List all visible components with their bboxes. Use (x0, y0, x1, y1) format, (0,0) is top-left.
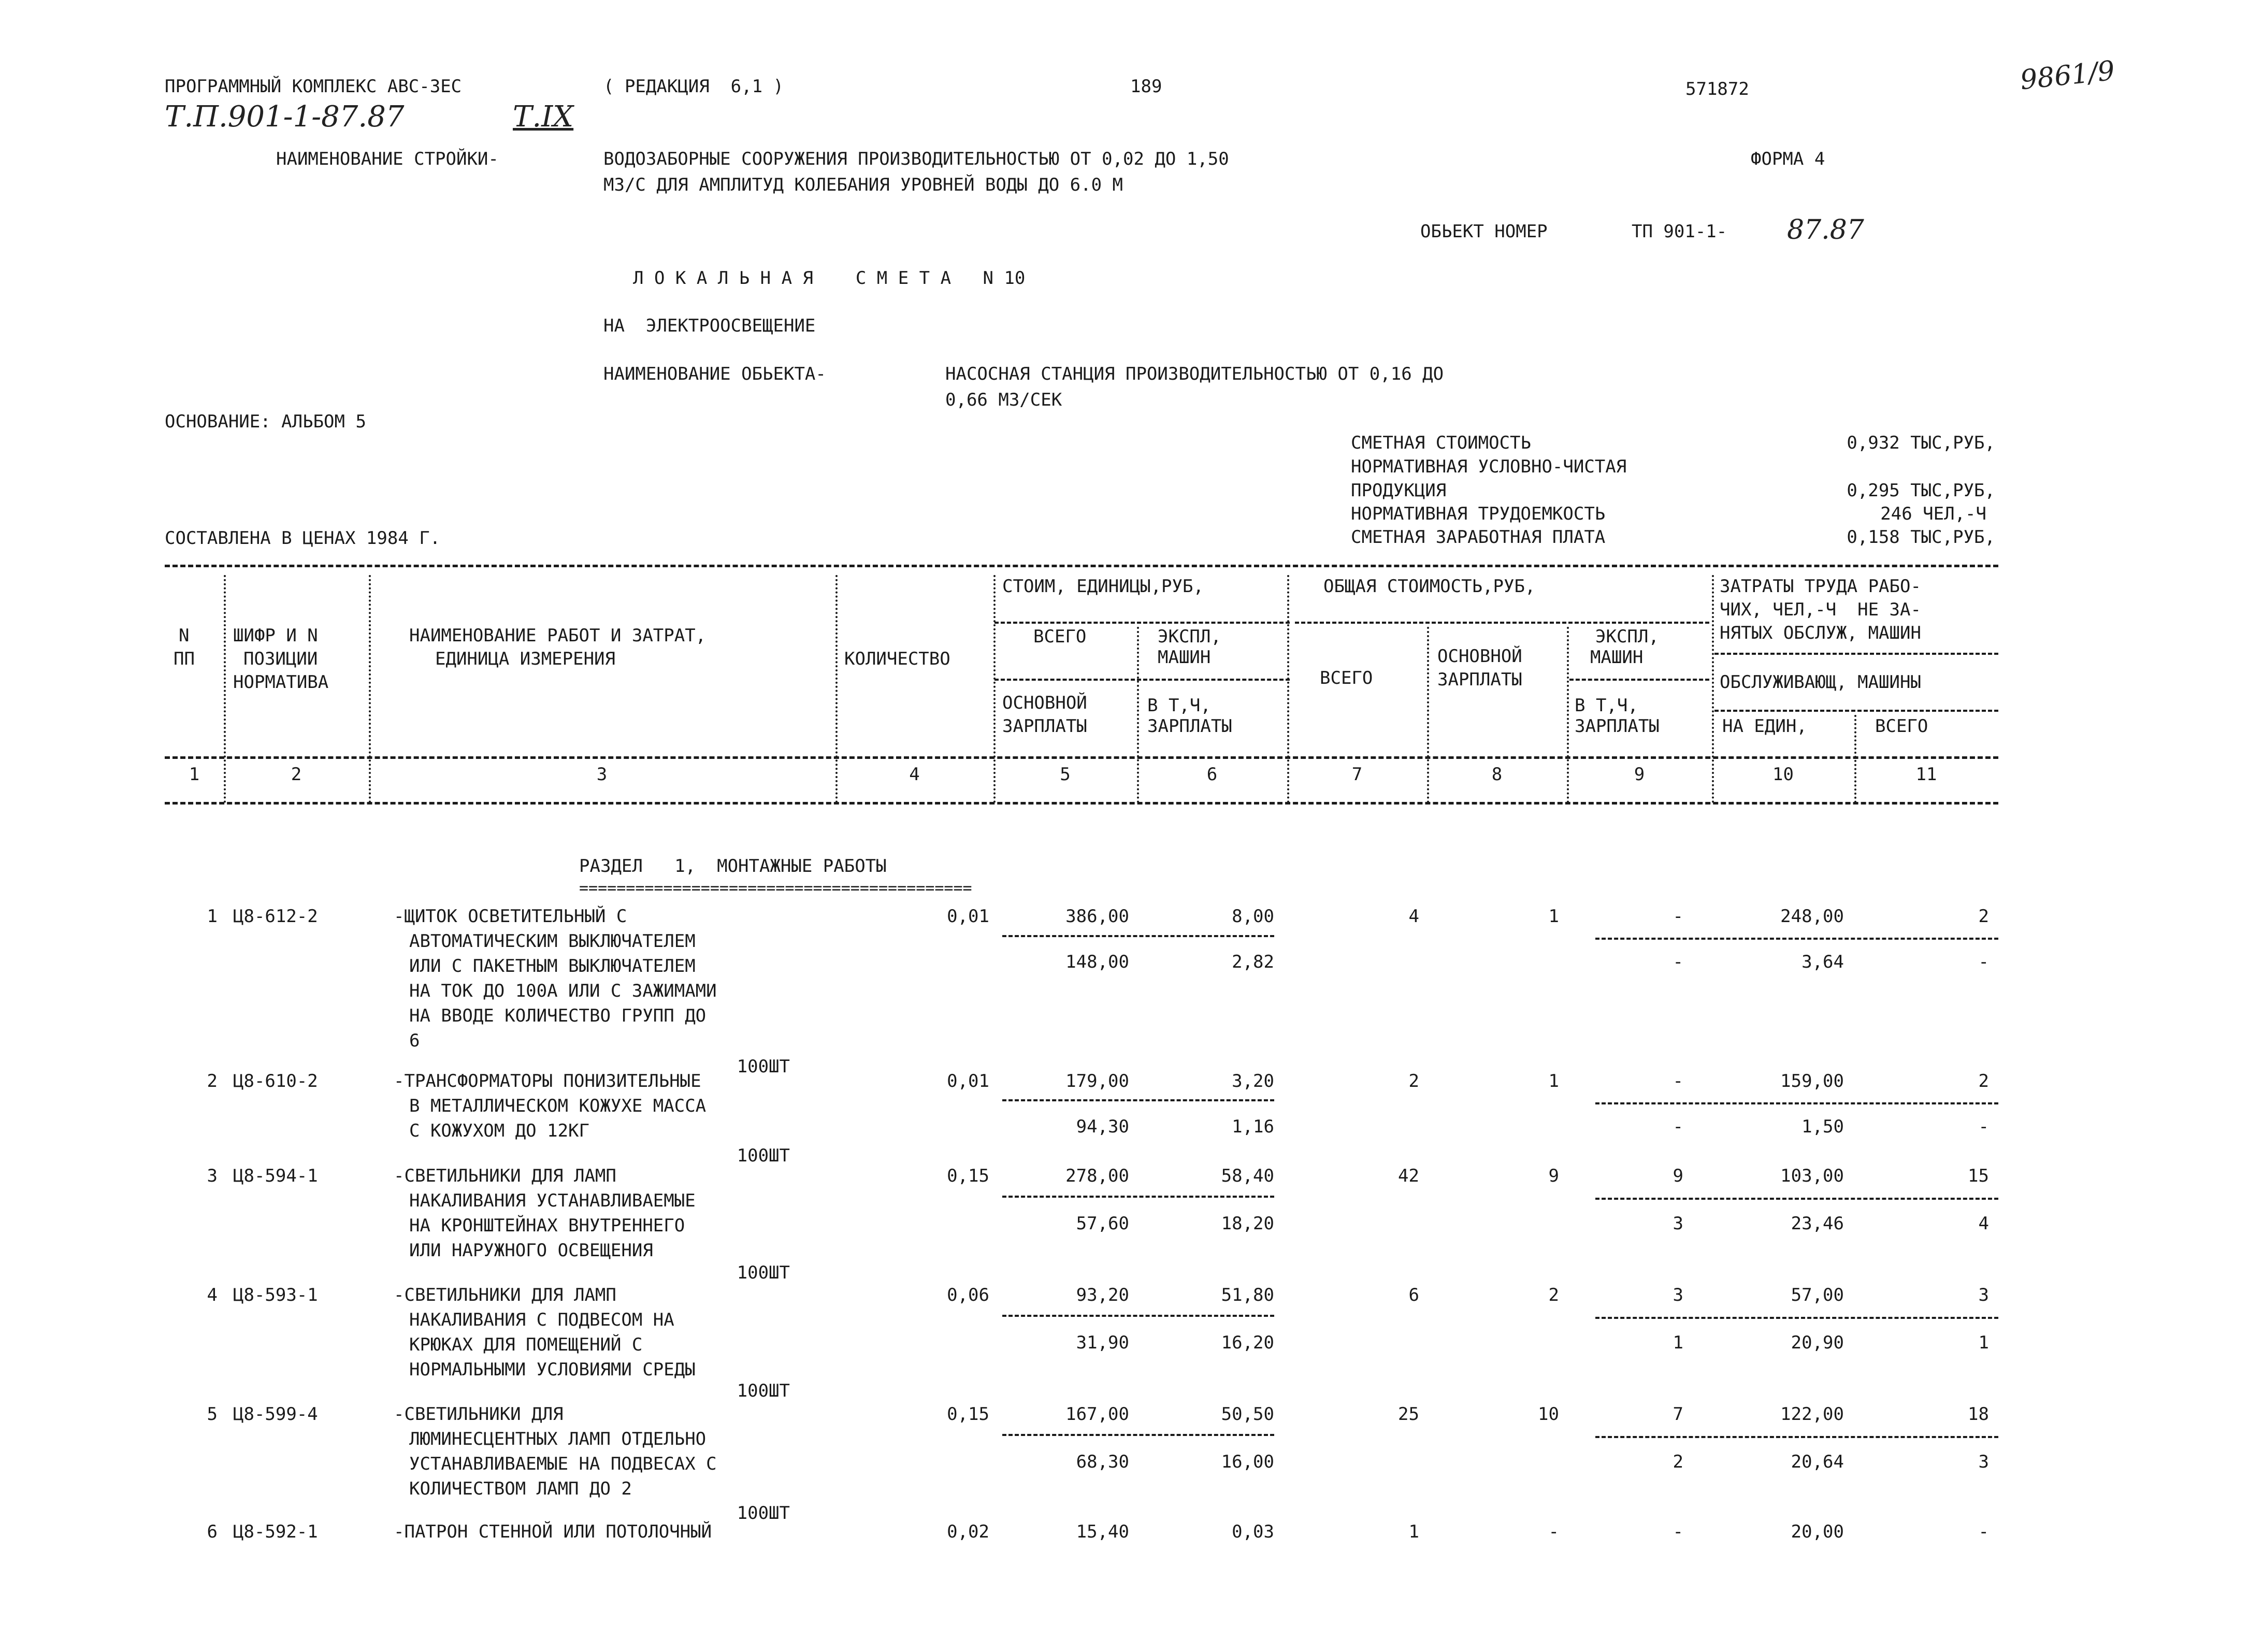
row-labor-unit: 57,00 (1791, 1285, 1844, 1305)
row-labor-unit: 248,00 (1780, 906, 1844, 927)
row-unit: 100ШТ (737, 1056, 790, 1077)
row-code: Ц8-610-2 (233, 1071, 318, 1091)
row-description: КОЛИЧЕСТВОМ ЛАМП ДО 2 (409, 1478, 632, 1499)
estimate-subject: НА ЭЛЕКТРООСВЕЩЕНИЕ (603, 315, 816, 336)
corner-handwritten-mark: 9861/9 (2019, 55, 2116, 96)
row-machine-unit: 23,46 (1791, 1213, 1844, 1234)
row-unit-incl: 16,20 (1221, 1332, 1274, 1353)
row-machine-total: 3 (1978, 1452, 1989, 1472)
row-code: Ц8-592-1 (233, 1521, 318, 1542)
column-number: 4 (909, 764, 920, 785)
header-subrule (1569, 679, 1709, 681)
row-total: 6 (1408, 1285, 1419, 1305)
program-name: ПРОГРАММНЫЙ КОМПЛЕКС АВС-3ЕС (165, 76, 462, 97)
row-description: ЛЮМИНЕСЦЕНТНЫХ ЛАМП ОТДЕЛЬНО (409, 1429, 707, 1449)
row-total: 42 (1398, 1166, 1419, 1186)
row-code: Ц8-594-1 (233, 1166, 318, 1186)
row-description: ИЛИ С ПАКЕТНЫМ ВЫКЛЮЧАТЕЛЕМ (409, 956, 696, 976)
header-subrule (1714, 653, 1998, 655)
row-split (1002, 1196, 1274, 1198)
header-sum: ВСЕГО (1875, 716, 1928, 737)
row-labor-total: 2 (1978, 906, 1989, 927)
header-expl: МАШИН (1158, 647, 1211, 668)
header-basic-wage: ОСНОВНОЙ (1437, 646, 1522, 667)
row-basic: - (1548, 1521, 1559, 1542)
row-number: 2 (207, 1071, 218, 1091)
row-number: 3 (207, 1166, 218, 1186)
row-basic: 2 (1548, 1285, 1559, 1305)
header-labor: ЗАТРАТЫ ТРУДА РАБО- (1720, 576, 1921, 597)
row-unit-expl: 58,40 (1221, 1166, 1274, 1186)
row-labor-unit: 103,00 (1780, 1166, 1844, 1186)
header-code: ПОЗИЦИИ (243, 649, 318, 669)
row-incl: 1 (1673, 1332, 1683, 1353)
row-incl: 3 (1673, 1213, 1683, 1234)
row-unit-total: 278,00 (1065, 1166, 1129, 1186)
row-expl: - (1673, 906, 1683, 927)
header-total-cost: ОБЩАЯ СТОИМОСТЬ,РУБ, (1323, 576, 1536, 597)
row-unit-incl: 18,20 (1221, 1213, 1274, 1234)
program-edition: ( РЕДАКЦИЯ 6,1 ) (603, 76, 784, 97)
row-expl: 9 (1673, 1166, 1683, 1186)
summary-value: 246 ЧЕЛ,-Ч (1880, 504, 1986, 524)
header-subrule (1714, 710, 1998, 712)
row-unit-total: 179,00 (1065, 1071, 1129, 1091)
page-number: 189 (1130, 76, 1162, 97)
row-description: УСТАНАВЛИВАЕМЫЕ НА ПОДВЕСАХ С (409, 1454, 717, 1474)
column-number: 7 (1351, 764, 1363, 785)
column-number: 8 (1491, 764, 1503, 785)
row-description: -СВЕТИЛЬНИКИ ДЛЯ ЛАМП (394, 1166, 616, 1186)
object-name-label: НАИМЕНОВАНИЕ ОБЬЕКТА- (603, 364, 826, 384)
row-number: 1 (207, 906, 218, 927)
construction-name-line1: ВОДОЗАБОРНЫЕ СООРУЖЕНИЯ ПРОИЗВОДИТЕЛЬНОСТЬЮ ОТ 0,02 ДО 1,50 (603, 149, 1229, 169)
header-incl-wage: В Т,Ч, (1147, 695, 1211, 716)
row-description: -ТРАНСФОРМАТОРЫ ПОНИЗИТЕЛЬНЫЕ (394, 1071, 701, 1091)
column-numbers-bottom-rule (165, 802, 1998, 805)
object-number-label: ОБЬЕКТ НОМЕР (1420, 221, 1548, 242)
summary-label: НОРМАТИВНАЯ УСЛОВНО-ЧИСТАЯ (1351, 456, 1627, 477)
row-unit-expl: 50,50 (1221, 1404, 1274, 1425)
row-machine-total: - (1978, 1116, 1989, 1137)
row-unit-expl: 3,20 (1232, 1071, 1274, 1091)
row-unit: 100ШТ (737, 1503, 790, 1524)
object-number-handwritten: 87.87 (1787, 214, 1864, 246)
header-total: ВСЕГО (1320, 668, 1373, 688)
summary-label: ПРОДУКЦИЯ (1351, 480, 1447, 501)
row-split (1002, 1315, 1274, 1317)
row-quantity: 0,02 (947, 1521, 989, 1542)
header-incl-wage: ЗАРПЛАТЫ (1575, 716, 1660, 737)
row-labor-unit: 20,00 (1791, 1521, 1844, 1542)
summary-value: 0,932 ТЫС,РУБ, (1847, 433, 1995, 453)
row-unit-basic: 94,30 (1076, 1116, 1129, 1137)
header-subrule (994, 622, 1290, 624)
row-description: КРЮКАХ ДЛЯ ПОМЕЩЕНИЙ С (409, 1334, 643, 1355)
row-unit-incl: 2,82 (1232, 952, 1274, 972)
row-unit-total: 167,00 (1065, 1404, 1129, 1425)
header-basic-wage: ЗАРПЛАТЫ (1002, 716, 1087, 737)
row-unit-expl: 8,00 (1232, 906, 1274, 927)
row-basic: 10 (1538, 1404, 1559, 1425)
row-labor-unit: 122,00 (1780, 1404, 1844, 1425)
row-description: НА КРОНШТЕЙНАХ ВНУТРЕННЕГО (409, 1215, 685, 1236)
summary-label: СМЕТНАЯ СТОИМОСТЬ (1351, 433, 1531, 453)
row-machine-unit: 1,50 (1801, 1116, 1844, 1137)
header-expl: ЭКСПЛ, (1595, 626, 1659, 647)
column-number: 3 (596, 764, 608, 785)
row-split (1002, 1434, 1274, 1436)
column-number: 2 (291, 764, 302, 785)
row-split (1595, 1102, 1998, 1104)
row-code: Ц8-612-2 (233, 906, 318, 927)
row-description: -СВЕТИЛЬНИКИ ДЛЯ (394, 1404, 564, 1425)
row-unit-basic: 57,60 (1076, 1213, 1129, 1234)
header-incl-wage: ЗАРПЛАТЫ (1147, 716, 1232, 737)
row-description: АВТОМАТИЧЕСКИМ ВЫКЛЮЧАТЕЛЕМ (409, 931, 696, 952)
object-name-line1: НАСОСНАЯ СТАНЦИЯ ПРОИЗВОДИТЕЛЬНОСТЬЮ ОТ 0,16 ДО (945, 364, 1444, 384)
row-labor-total: 15 (1968, 1166, 1989, 1186)
row-number: 5 (207, 1404, 218, 1425)
column-number: 11 (1915, 764, 1937, 785)
row-labor-total: 18 (1968, 1404, 1989, 1425)
row-number: 6 (207, 1521, 218, 1542)
row-description: НОРМАЛЬНЫМИ УСЛОВИЯМИ СРЕДЫ (409, 1359, 696, 1380)
row-unit-basic: 68,30 (1076, 1452, 1129, 1472)
row-quantity: 0,06 (947, 1285, 989, 1305)
row-machine-total: 4 (1978, 1213, 1989, 1234)
row-quantity: 0,01 (947, 906, 989, 927)
header-expl: ЭКСПЛ, (1158, 626, 1221, 647)
price-basis: СОСТАВЛЕНА В ЦЕНАХ 1984 Г. (165, 528, 441, 549)
header-unit-cost: СТОИМ, ЕДИНИЦЫ,РУБ, (1002, 576, 1204, 597)
row-unit-incl: 16,00 (1221, 1452, 1274, 1472)
row-code: Ц8-593-1 (233, 1285, 318, 1305)
row-labor-unit: 159,00 (1780, 1071, 1844, 1091)
row-unit-incl: 1,16 (1232, 1116, 1274, 1137)
header-n: N (179, 625, 190, 646)
estimate-title: Л О К А Л Ь Н А Я С М Е Т А N 10 (633, 268, 1026, 289)
column-number: 6 (1206, 764, 1218, 785)
row-unit-expl: 0,03 (1232, 1521, 1274, 1542)
table-top-rule (165, 565, 1998, 567)
row-description: -ЩИТОК ОСВЕТИТЕЛЬНЫЙ С (394, 906, 627, 927)
row-description: 6 (409, 1030, 420, 1051)
row-total: 25 (1398, 1404, 1419, 1425)
object-number: ТП 901-1- (1632, 221, 1727, 242)
header-pp: ПП (174, 649, 195, 669)
row-split (1002, 935, 1274, 937)
column-number: 5 (1060, 764, 1071, 785)
row-incl: - (1673, 952, 1683, 972)
row-quantity: 0,15 (947, 1166, 989, 1186)
row-unit: 100ШТ (737, 1262, 790, 1283)
row-split (1595, 1198, 1998, 1200)
row-description: -ПАТРОН СТЕННОЙ ИЛИ ПОТОЛОЧНЫЙ (394, 1521, 712, 1542)
row-unit-total: 15,40 (1076, 1521, 1129, 1542)
document-code: 571872 (1685, 79, 1749, 99)
row-labor-total: 2 (1978, 1071, 1989, 1091)
row-description: В МЕТАЛЛИЧЕСКОМ КОЖУХЕ МАССА (409, 1096, 707, 1116)
header-basic-wage: ЗАРПЛАТЫ (1437, 669, 1522, 690)
summary-label: СМЕТНАЯ ЗАРАБОТНАЯ ПЛАТА (1351, 527, 1606, 548)
header-quantity: КОЛИЧЕСТВО (844, 649, 950, 669)
construction-label: НАИМЕНОВАНИЕ СТРОЙКИ- (276, 149, 499, 169)
header-name: ЕДИНИЦА ИЗМЕРЕНИЯ (435, 649, 615, 669)
row-unit-basic: 148,00 (1065, 952, 1129, 972)
row-split (1595, 1317, 1998, 1319)
header-name: НАИМЕНОВАНИЕ РАБОТ И ЗАТРАТ, (409, 625, 707, 646)
row-split (1595, 938, 1998, 940)
header-code: ШИФР И N (233, 625, 318, 646)
row-unit-total: 386,00 (1065, 906, 1129, 927)
row-labor-total: 3 (1978, 1285, 1989, 1305)
row-description: НА ВВОДЕ КОЛИЧЕСТВО ГРУПП ДО (409, 1005, 707, 1026)
row-description: НА ТОК ДО 100А ИЛИ С ЗАЖИМАМИ (409, 981, 717, 1001)
header-code: НОРМАТИВА (233, 672, 329, 693)
row-unit: 100ШТ (737, 1145, 790, 1166)
row-machine-unit: 3,64 (1801, 952, 1844, 972)
row-expl: 3 (1673, 1285, 1683, 1305)
form-label: ФОРМА 4 (1751, 149, 1825, 169)
construction-name-line2: М3/С ДЛЯ АМПЛИТУД КОЛЕБАНИЯ УРОВНЕЙ ВОДЫ ДО 6.0 М (603, 175, 1123, 195)
row-split (1002, 1099, 1274, 1101)
row-expl: 7 (1673, 1404, 1683, 1425)
summary-value: 0,295 ТЫС,РУБ, (1847, 480, 1995, 501)
row-machine-total: - (1978, 952, 1989, 972)
row-expl: - (1673, 1521, 1683, 1542)
row-total: 1 (1408, 1521, 1419, 1542)
basis: ОСНОВАНИЕ: АЛЬБОМ 5 (165, 411, 366, 432)
object-name-line2: 0,66 М3/СЕК (945, 390, 1062, 410)
row-quantity: 0,01 (947, 1071, 989, 1091)
header-all: ВСЕГО (1033, 626, 1087, 647)
summary-value: 0,158 ТЫС,РУБ, (1847, 527, 1995, 548)
row-description: НАКАЛИВАНИЯ УСТАНАВЛИВАЕМЫЕ (409, 1190, 696, 1211)
volume-handwritten: Т.IX (513, 100, 574, 134)
row-basic: 9 (1548, 1166, 1559, 1186)
row-total: 4 (1408, 906, 1419, 927)
row-quantity: 0,15 (947, 1404, 989, 1425)
row-split (1595, 1436, 1998, 1438)
table-header-bottom-rule (165, 756, 1998, 759)
row-description: С КОЖУХОМ ДО 12КГ (409, 1121, 589, 1141)
row-incl: 2 (1673, 1452, 1683, 1472)
header-incl-wage: В Т,Ч, (1575, 695, 1638, 716)
section-title: РАЗДЕЛ 1, МОНТАЖНЫЕ РАБОТЫ (579, 856, 887, 877)
project-handwritten-code: Т.П.901-1-87.87 (165, 100, 405, 134)
row-machine-unit: 20,64 (1791, 1452, 1844, 1472)
row-description: -СВЕТИЛЬНИКИ ДЛЯ ЛАМП (394, 1285, 616, 1305)
column-separator (1854, 715, 1856, 803)
row-machine-unit: 20,90 (1791, 1332, 1844, 1353)
column-number: 9 (1634, 764, 1645, 785)
header-subrule (994, 679, 1290, 681)
row-machine-total: 1 (1978, 1332, 1989, 1353)
header-labor: ОБСЛУЖИВАЮЩ, МАШИНЫ (1720, 672, 1921, 693)
row-basic: 1 (1548, 1071, 1559, 1091)
row-description: ИЛИ НАРУЖНОГО ОСВЕЩЕНИЯ (409, 1240, 653, 1261)
row-unit: 100ШТ (737, 1381, 790, 1401)
header-expl: МАШИН (1590, 647, 1644, 668)
row-unit-basic: 31,90 (1076, 1332, 1129, 1353)
row-unit-total: 93,20 (1076, 1285, 1129, 1305)
header-labor: ЧИХ, ЧЕЛ,-Ч НЕ ЗА- (1720, 599, 1921, 620)
row-description: НАКАЛИВАНИЯ С ПОДВЕСОМ НА (409, 1310, 674, 1330)
row-labor-total: - (1978, 1521, 1989, 1542)
row-expl: - (1673, 1071, 1683, 1091)
header-per-unit: НА ЕДИН, (1722, 716, 1807, 737)
row-unit-expl: 51,80 (1221, 1285, 1274, 1305)
row-total: 2 (1408, 1071, 1419, 1091)
row-number: 4 (207, 1285, 218, 1305)
row-basic: 1 (1548, 906, 1559, 927)
header-labor: НЯТЫХ ОБСЛУЖ, МАШИН (1720, 623, 1921, 643)
section-underline: ========================================== (579, 879, 972, 897)
column-number: 1 (189, 764, 200, 785)
row-code: Ц8-599-4 (233, 1404, 318, 1425)
summary-label: НОРМАТИВНАЯ ТРУДОЕМКОСТЬ (1351, 504, 1606, 524)
header-subrule (1295, 622, 1709, 624)
header-basic-wage: ОСНОВНОЙ (1002, 693, 1087, 713)
column-number: 10 (1772, 764, 1794, 785)
row-incl: - (1673, 1116, 1683, 1137)
